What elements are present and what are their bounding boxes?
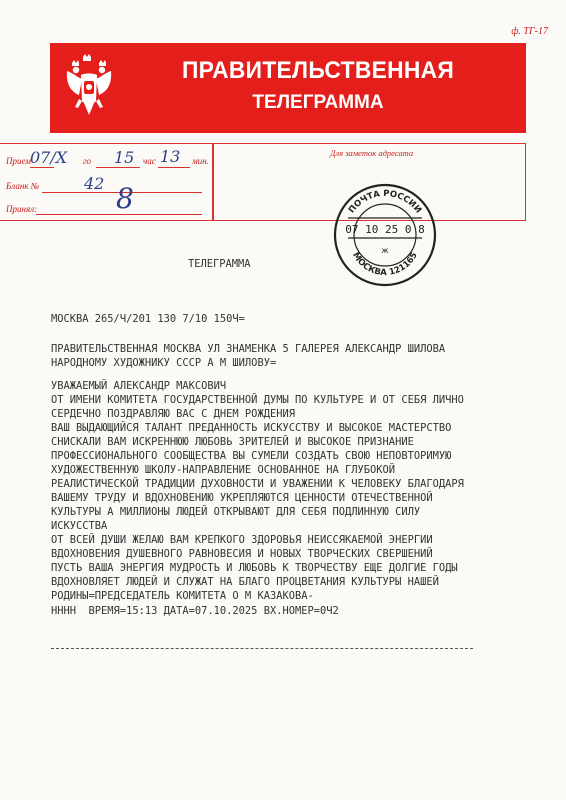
hour-line (158, 167, 190, 168)
postmark-star: ж (381, 246, 389, 255)
dashed-rule (51, 648, 473, 649)
telegram-heading: ТЕЛЕГРАММА (188, 258, 251, 270)
banner-subtitle: ТЕЛЕГРАММА (252, 92, 384, 113)
body-line: ПРОФЕССИОНАЛЬНОГО СООБЩЕСТВА ВЫ СУМЕЛИ СОЗДАТЬ СВОЮ НЕПОВТОРИМУЮ (51, 450, 452, 462)
body-line: ОТ ВСЕЙ ДУШИ ЖЕЛАЮ ВАМ КРЕПКОГО ЗДОРОВЬЯ НЕИССЯКАЕМОЙ ЭНЕРГИИ (51, 534, 433, 546)
body-line: КУЛЬТУРЫ А МИЛЛИОНЫ ЛЮДЕЙ ОТКРЫВАЮТ ДЛЯ СЕБЯ ПОДЛИННУЮ СИЛУ (51, 506, 421, 518)
hour-label: час (143, 156, 156, 166)
body-line: ОТ ИМЕНИ КОМИТЕТА ГОСУДАРСТВЕННОЙ ДУМЫ ПО КУЛЬТУРЕ И ОТ СЕБЯ ЛИЧНО (51, 394, 464, 406)
year-label: го (83, 156, 92, 166)
form-divider (212, 144, 214, 220)
address-line: НАРОДНОМУ ХУДОЖНИКУ СССР А М ШИЛОВУ= (51, 357, 277, 369)
postmark-date: 07 10 25 0 8 (345, 223, 425, 236)
body-line: ВАШЕМУ ТРУДУ И ВДОХНОВЕНИЮ УКРЕПЛЯЮТСЯ ЦЕННОСТИ ОТЕЧЕСТВЕННОЙ (51, 492, 433, 504)
postmark-top-text: ПОЧТА РОССИИ (346, 188, 424, 216)
body-line: СЕРДЕЧНО ПОЗДРАВЛЯЮ ВАС С ДНЕМ РОЖДЕНИЯ (51, 408, 295, 420)
routing-line: МОСКВА 265/Ч/201 130 7/10 150Ч= (51, 313, 245, 325)
accepted-label: Принял: (6, 204, 38, 214)
received-date-value: 07/X (30, 148, 68, 167)
body-line: УВАЖАЕМЫЙ АЛЕКСАНДР МАКСОВИЧ (51, 380, 227, 392)
address-line: ПРАВИТЕЛЬСТВЕННАЯ МОСКВА УЛ ЗНАМЕНКА 5 ГАЛЕРЕЯ АЛЕКСАНДР ШИЛОВА (51, 343, 446, 355)
body-line: ВДОХНОВЕНИЯ ДУШЕВНОГО РАВНОВЕСИЯ И НОВЫХ ТВОРЧЕСКИХ СВЕРШЕНИЙ (51, 548, 433, 560)
received-label: Прием (6, 156, 32, 166)
body-line: ПУСТЬ ВАША ЭНЕРГИЯ МУДРОСТЬ И ЛЮБОВЬ К ТВОРЧЕСТВУ ЕЩЕ ДОЛГИЕ ГОДЫ (51, 562, 458, 574)
body-line: ИСКУССТВА (51, 520, 108, 532)
double-headed-eagle-emblem-icon (64, 53, 114, 123)
postmark-icon (330, 180, 440, 290)
form-code: ф. ТГ-17 (511, 26, 548, 37)
min-label: мин. (192, 156, 209, 166)
body-line: РЕАЛИСТИЧЕСКОЙ ТРАДИЦИИ ДУХОВНОСТИ И УВАЖЕНИИ К ЧЕЛОВЕКУ БЛАГОДАРЯ (51, 478, 464, 490)
banner-title: ПРАВИТЕЛЬСТВЕННАЯ (182, 57, 454, 84)
blank-label: Бланк № (6, 181, 40, 191)
year-value: 15 (114, 148, 135, 167)
accepted-signature: 8 (116, 182, 134, 215)
body-line: СНИСКАЛИ ВАМ ИСКРЕННЮЮ ЛЮБОВЬ ЗРИТЕЛЕЙ И ВЫСОКОЕ ПРИЗНАНИЕ (51, 436, 414, 448)
header-form-frame (0, 143, 526, 221)
telegram-footer: НННН ВРЕМЯ=15:13 ДАТА=07.10.2025 ВХ.НОМЕР=0Ч2 (51, 605, 339, 617)
year-line (96, 167, 140, 168)
body-line: ХУДОЖЕСТВЕННУЮ ШКОЛУ-НАПРАВЛЕНИЕ ОСНОВАННОЕ НА ГЛУБОКОЙ (51, 464, 396, 476)
body-line: ВАШ ВЫДАЮЩИЙСЯ ТАЛАНТ ПРЕДАННОСТЬ ИСКУССТВУ И ВЫСОКОЕ МАСТЕРСТВО (51, 422, 452, 434)
postmark-bottom-text: МОСКВА 121165 (350, 250, 420, 279)
body-line: РОДИНЫ=ПРЕДСЕДАТЕЛЬ КОМИТЕТА О М КАЗАКОВА- (51, 590, 314, 602)
hour-value: 13 (160, 147, 181, 166)
blank-value: 42 (84, 174, 105, 193)
body-line: ВДОХНОВЛЯЕТ ЛЮДЕЙ И СЛУЖАТ НА БЛАГО ПРОЦВЕТАНИЯ КУЛЬТУРЫ НАШЕЙ (51, 576, 439, 588)
postmark-stamp (330, 180, 440, 290)
header-banner (50, 43, 526, 133)
notes-label: Для заметок адресата (330, 148, 414, 158)
received-line (30, 167, 54, 168)
